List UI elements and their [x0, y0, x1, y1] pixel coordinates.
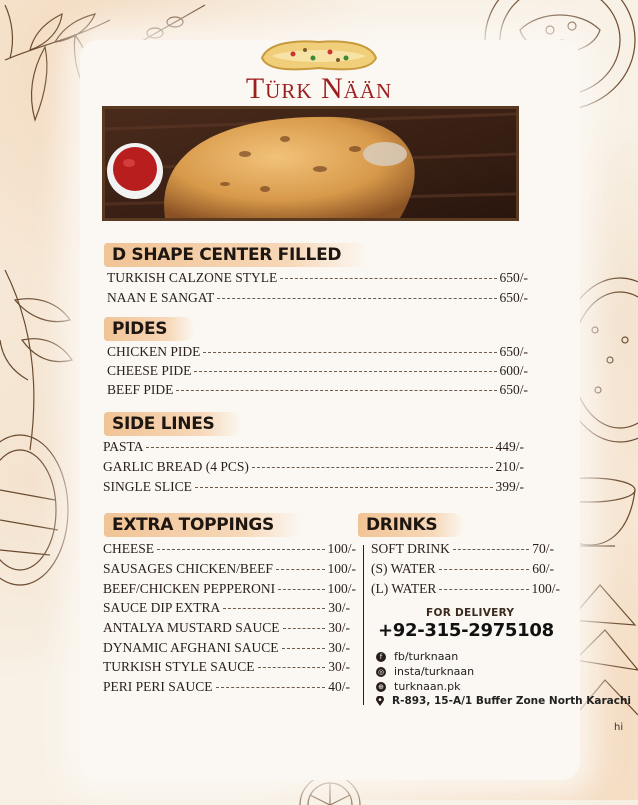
item-price: 100/-: [327, 581, 356, 596]
facebook-handle: fb/turknaan: [394, 650, 459, 663]
item-price: 650/-: [499, 270, 528, 285]
menu-item: [103, 439, 524, 455]
instagram-handle: insta/turknaan: [394, 665, 475, 678]
item-price: 30/-: [328, 620, 350, 635]
item-price: 650/-: [499, 344, 528, 359]
address-text: R-893, 15-A/1 Buffer Zone North Karachi: [392, 695, 632, 707]
menu-item: [107, 382, 528, 398]
item-name: BEEF PIDE: [107, 382, 174, 397]
column-divider: [363, 545, 364, 705]
leader-dots: [276, 569, 325, 570]
item-name: TURKISH STYLE SAUCE: [103, 659, 255, 674]
website-url: turknaan.pk: [394, 680, 461, 693]
section-title-extra-toppings: EXTRA TOPPINGS: [104, 513, 302, 537]
item-price: 30/-: [328, 600, 350, 615]
menu-item: [107, 363, 528, 379]
item-price: 70/-: [532, 541, 554, 556]
brand-title: Türk Nään: [245, 72, 393, 105]
facebook-link[interactable]: [376, 650, 458, 663]
leader-dots: [217, 298, 496, 299]
menu-item: [371, 581, 560, 597]
item-name: ANTALYA MUSTARD SAUCE: [103, 620, 280, 635]
leader-dots: [258, 667, 326, 668]
leader-dots: [280, 278, 496, 279]
leader-dots: [194, 371, 496, 372]
menu-item: [371, 541, 554, 557]
leader-dots: [439, 569, 530, 570]
instagram-link[interactable]: [376, 665, 474, 678]
item-name: PASTA: [103, 439, 144, 454]
leader-dots: [252, 467, 493, 468]
delivery-heading: FOR DELIVERY: [426, 607, 515, 619]
item-price: 210/-: [495, 459, 524, 474]
website-link[interactable]: [376, 680, 460, 693]
item-name: NAAN E SANGAT: [107, 290, 215, 305]
item-name: SINGLE SLICE: [103, 479, 192, 494]
section-title-drinks: DRINKS: [358, 513, 465, 537]
item-name: SOFT DRINK: [371, 541, 450, 556]
menu-item: [103, 679, 350, 695]
instagram-icon: ◎: [377, 667, 385, 676]
menu-item: [107, 290, 528, 306]
menu-item: [103, 620, 350, 636]
item-name: (L) WATER: [371, 581, 437, 596]
menu-item: [103, 640, 350, 656]
menu-item: [371, 561, 554, 577]
leader-dots: [216, 687, 326, 688]
item-price: 30/-: [328, 659, 350, 674]
item-price: 100/-: [531, 581, 560, 596]
item-name: SAUCE DIP EXTRA: [103, 600, 221, 615]
leader-dots: [176, 390, 496, 391]
item-price: 30/-: [328, 640, 350, 655]
menu-item: [103, 581, 356, 597]
item-name: PERI PERI SAUCE: [103, 679, 213, 694]
leader-dots: [146, 447, 492, 448]
item-price: 449/-: [495, 439, 524, 454]
menu-item: [107, 270, 528, 286]
item-price: 60/-: [532, 561, 554, 576]
leader-dots: [453, 549, 529, 550]
leader-dots: [157, 549, 324, 550]
leader-dots: [195, 487, 493, 488]
leader-dots: [203, 352, 496, 353]
menu-item: [103, 600, 350, 616]
item-name: CHEESE PIDE: [107, 363, 192, 378]
facebook-icon: f: [376, 652, 386, 662]
item-price: 399/-: [495, 479, 524, 494]
menu-item: [103, 479, 524, 495]
item-name: CHEESE: [103, 541, 155, 556]
item-name: BEEF/CHICKEN PEPPERONI: [103, 581, 276, 596]
item-price: 100/-: [327, 561, 356, 576]
item-name: SAUSAGES CHICKEN/BEEF: [103, 561, 273, 576]
item-price: 100/-: [327, 541, 356, 556]
item-price: 650/-: [499, 382, 528, 397]
item-price: 650/-: [499, 290, 528, 305]
item-price: 40/-: [328, 679, 350, 694]
leader-dots: [223, 608, 325, 609]
item-name: (S) WATER: [371, 561, 436, 576]
globe-icon: ⊕: [376, 682, 386, 692]
leader-dots: [278, 589, 324, 590]
hero-food-photo: [102, 106, 519, 221]
section-title-d-shape: D SHAPE CENTER FILLED: [104, 243, 369, 267]
item-name: DYNAMIC AFGHANI SAUCE: [103, 640, 279, 655]
address-line: [376, 695, 631, 707]
location-pin-icon: [376, 696, 384, 706]
menu-item: [103, 459, 524, 475]
leader-dots: [439, 589, 528, 590]
cropped-corner-text: hi: [614, 722, 624, 733]
menu-item: [103, 561, 356, 577]
leader-dots: [282, 648, 326, 649]
item-price: 600/-: [499, 363, 528, 378]
bread-sketch-left: [0, 430, 80, 630]
section-title-pides: PIDES: [104, 317, 195, 341]
item-name: GARLIC BREAD (4 PCS): [103, 459, 249, 474]
delivery-phone[interactable]: +92-315-2975108: [378, 620, 554, 641]
item-name: CHICKEN PIDE: [107, 344, 201, 359]
menu-item: [103, 659, 350, 675]
menu-item: [107, 344, 528, 360]
item-name: TURKISH CALZONE STYLE: [107, 270, 278, 285]
leader-dots: [283, 628, 326, 629]
section-title-side-lines: SIDE LINES: [104, 412, 242, 436]
menu-item: [103, 541, 356, 557]
naan-logo-icon: [258, 38, 380, 74]
calzone-photo: [105, 109, 516, 218]
